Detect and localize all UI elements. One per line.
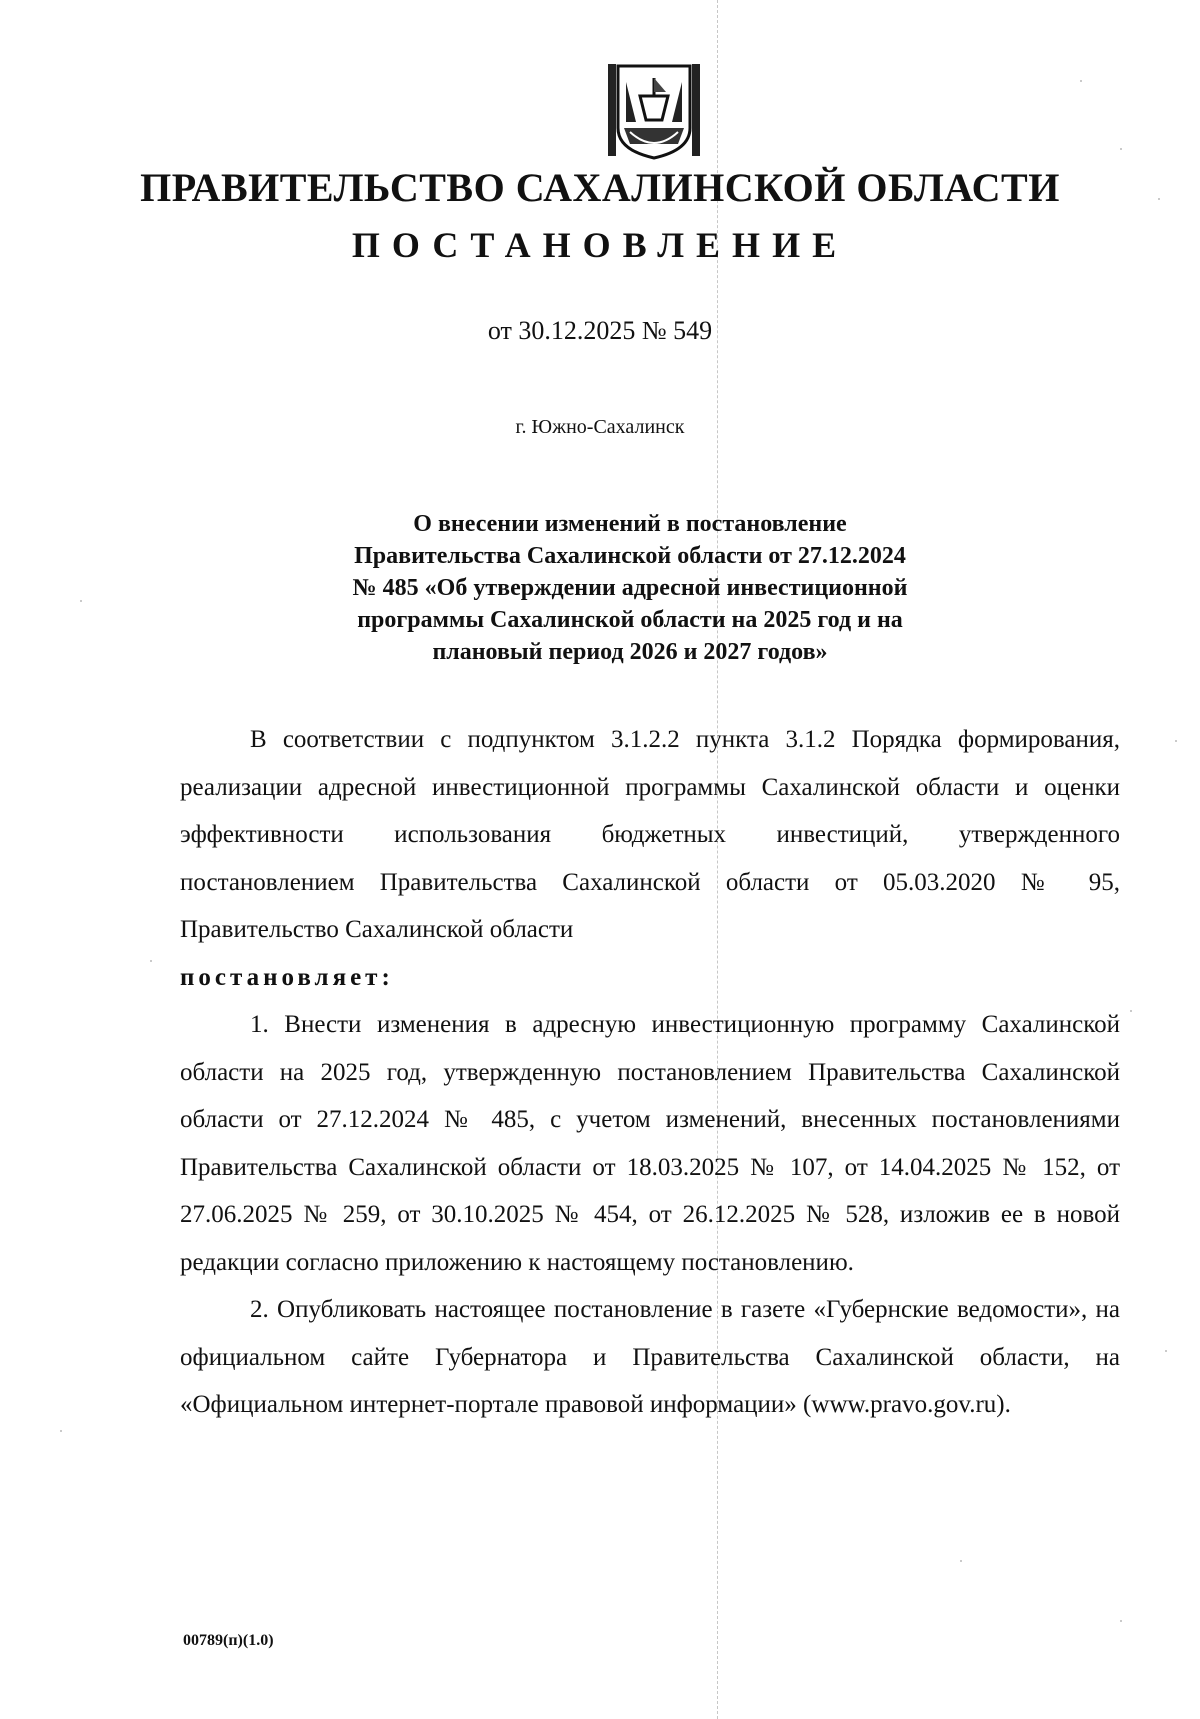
decree-word: постановляет: xyxy=(180,963,394,991)
decree-paragraph xyxy=(180,954,1120,1002)
footer-code: 00789(п)(1.0) xyxy=(183,1632,274,1649)
subject-line: № 485 «Об утверждении адресной инвестиционной xyxy=(352,575,908,601)
coat-of-arms-icon xyxy=(606,62,702,162)
item-1-paragraph: 1. Внести изменения в адресную инвестиционную программу Сахалинской области на 2025 год, утвержденную постановлением Правительства Сахалинской области от 27.12.2024 № 485, с учетом изменений, внесенных постановлениями Правительства Сахалинской области от 18.03.2025 № 107, от 14.04.2025 № 152, от 27.06.2025 № 259, от 30.10.2025 № 454, от 26.12.2025 № 528, изложив ее в новой редакции согласно приложению к настоящему постановлению. xyxy=(180,1011,1120,1276)
subject-line: О внесении изменений в постановление xyxy=(413,511,847,537)
document-number: от 30.12.2025 № 549 xyxy=(487,316,713,345)
document-body xyxy=(180,716,1120,1429)
document-city: г. Южно-Сахалинск xyxy=(515,416,685,438)
item-2-paragraph: 2. Опубликовать настоящее постановление в газете «Губернские ведомости», на официальном сайте Губернатора и Правительства Сахалинской области, на «Официальном интернет-портале правовой информации» (www.pravo.gov.ru). xyxy=(180,1296,1120,1418)
document-type-title: ПОСТАНОВЛЕНИЕ xyxy=(351,225,849,265)
preamble-paragraph xyxy=(180,716,1120,954)
organization-title: ПРАВИТЕЛЬСТВО САХАЛИНСКОЙ ОБЛАСТИ xyxy=(140,165,1060,210)
preamble-text: В соответствии с подпунктом 3.1.2.2 пункта 3.1.2 Порядка формирования, реализации адресной инвестиционной программы Сахалинской области и оценки эффективности использования бюджетных инвестиций, утвержденного постановлением Правительства Сахалинской области от 05.03.2020 № 95, Правительство Сахалинской области xyxy=(180,726,1120,943)
subject-line: программы Сахалинской области на 2025 год и на xyxy=(357,607,903,633)
document-subject xyxy=(300,508,960,668)
subject-line: плановый период 2026 и 2027 годов» xyxy=(432,639,828,665)
subject-line: Правительства Сахалинской области от 27.12.2024 xyxy=(354,543,906,569)
